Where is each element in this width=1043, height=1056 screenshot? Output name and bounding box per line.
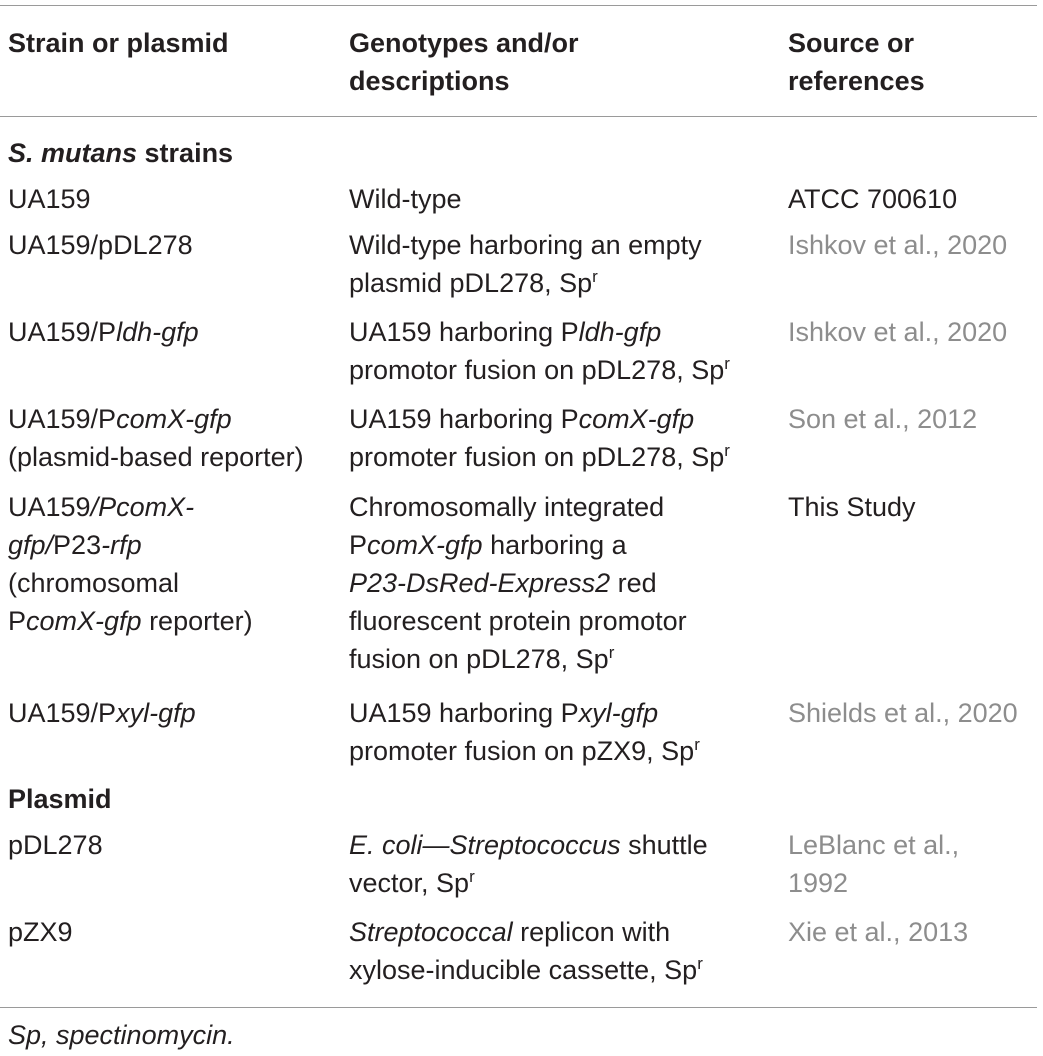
table-top-rule: [0, 5, 1037, 6]
description-line: [349, 951, 779, 989]
strain-cell: [8, 400, 338, 476]
description-line: fluorescent protein promotor: [349, 606, 687, 636]
description-line: [349, 313, 779, 351]
description-text: shuttle: [620, 830, 708, 860]
source-cell: [788, 226, 1037, 264]
description-line: [349, 732, 779, 770]
strain-name-italic: xyl-gfp: [116, 698, 196, 728]
description-cell: [349, 694, 779, 770]
description-line: [349, 564, 779, 602]
description-line: [349, 400, 779, 438]
table-bottom-rule: [0, 1007, 1037, 1008]
description-text: UA159 harboring P: [349, 317, 579, 347]
strain-name-italic: comX-gfp: [116, 404, 232, 434]
strain-line: (plasmid-based reporter): [8, 442, 304, 472]
strain-name-italic: ldh-gfp: [116, 317, 199, 347]
description-line: [349, 864, 779, 902]
description-cell: [349, 180, 779, 218]
description-line: [349, 913, 779, 951]
strain-cell: [8, 488, 338, 640]
strain-name: UA159: [8, 492, 91, 522]
strain-name: UA159/P: [8, 317, 117, 347]
strain-line: [8, 400, 338, 438]
description-line: [349, 526, 779, 564]
description-italic: Streptococcal: [349, 917, 513, 947]
source-cell: [788, 488, 1037, 526]
strain-name: UA159/pDL278: [8, 230, 193, 260]
description-line: [349, 640, 779, 678]
strain-cell: [8, 913, 338, 951]
section-plasmid-label: Plasmid: [8, 784, 112, 814]
description-cell: [349, 488, 779, 678]
description-line: [349, 694, 779, 732]
resistance-superscript: r: [724, 441, 730, 460]
description-line: Chromosomally integrated: [349, 492, 665, 522]
strain-name-italic: comX-gfp: [26, 606, 142, 636]
description-text: UA159 harboring P: [349, 698, 579, 728]
source-link[interactable]: Shields et al., 2020: [788, 698, 1018, 728]
description-text: red: [610, 568, 657, 598]
header-source: [788, 24, 1037, 100]
header-strain: [8, 24, 338, 62]
description-cell: [349, 400, 779, 476]
header-strain-label: Strain or plasmid: [8, 28, 229, 58]
source-cell: [788, 826, 1037, 902]
strain-line: (chromosomal: [8, 568, 180, 598]
section-smutans-rest: strains: [137, 138, 234, 168]
description-italic: ldh-gfp: [578, 317, 662, 347]
header-source-line1: Source or: [788, 28, 915, 58]
description-text: xylose-inducible cassette, Sp: [349, 955, 698, 985]
source-cell: [788, 180, 1037, 218]
strain-line: [8, 602, 338, 640]
strain-name: UA159: [8, 184, 91, 214]
strain-cell: [8, 826, 338, 864]
source-link[interactable]: Son et al., 2012: [788, 404, 978, 434]
source-link[interactable]: Xie et al., 2013: [788, 917, 969, 947]
description-line: [349, 438, 779, 476]
description-line: [349, 264, 779, 302]
strain-name: UA159/P: [8, 698, 117, 728]
strain-name: UA159/P: [8, 404, 117, 434]
strain-line: [8, 526, 338, 564]
source-link[interactable]: 1992: [788, 868, 849, 898]
strain-cell: [8, 694, 338, 732]
description-text: harboring a: [482, 530, 627, 560]
description-text: plasmid pDL278, Sp: [349, 268, 593, 298]
header-genotypes: [349, 24, 779, 100]
source-cell: [788, 400, 1037, 438]
header-genotypes-line2: descriptions: [349, 66, 510, 96]
header-rule: [0, 116, 1037, 117]
strain-name: P23: [53, 530, 102, 560]
description-italic: comX-gfp: [367, 530, 483, 560]
description-text: UA159 harboring P: [349, 404, 579, 434]
strain-line: [8, 488, 338, 526]
description-text: promoter fusion on pDL278, Sp: [349, 442, 725, 472]
source-link[interactable]: Ishkov et al., 2020: [788, 230, 1008, 260]
section-smutans-strains: [8, 134, 233, 172]
resistance-superscript: r: [697, 954, 703, 973]
resistance-superscript: r: [592, 267, 598, 286]
description-text: P: [349, 530, 368, 560]
footnote-text: Sp, spectinomycin.: [8, 1020, 235, 1050]
description-text: replicon with: [512, 917, 671, 947]
description-text: Wild-type: [349, 184, 462, 214]
plasmid-name: pZX9: [8, 917, 73, 947]
strain-name: P: [8, 606, 27, 636]
strain-cell: [8, 180, 338, 218]
section-smutans-italic: S. mutans: [8, 138, 138, 168]
strain-name-italic: /PcomX-: [90, 492, 195, 522]
source-cell: [788, 694, 1037, 732]
description-line: [349, 351, 779, 389]
header-genotypes-line1: Genotypes and/or: [349, 28, 579, 58]
source-cell: [788, 913, 1037, 951]
strain-cell: [8, 226, 338, 264]
section-plasmid: [8, 780, 112, 818]
description-cell: [349, 226, 779, 302]
description-line: [349, 826, 779, 864]
resistance-superscript: r: [724, 354, 730, 373]
resistance-superscript: r: [694, 735, 700, 754]
description-text: promotor fusion on pDL278, Sp: [349, 355, 725, 385]
resistance-superscript: r: [608, 643, 615, 662]
strain-name-italic: -rfp: [101, 530, 142, 560]
table-footnote: [8, 1016, 235, 1054]
description-italic: P23-DsRed-Express2: [349, 568, 611, 598]
strain-name-italic: gfp/: [8, 530, 54, 560]
description-line: Wild-type harboring an empty: [349, 230, 702, 260]
description-text: promoter fusion on pZX9, Sp: [349, 736, 695, 766]
source-link[interactable]: LeBlanc et al.,: [788, 830, 960, 860]
source-text: This Study: [788, 492, 916, 522]
source-link[interactable]: Ishkov et al., 2020: [788, 317, 1008, 347]
strain-cell: [8, 313, 338, 351]
source-cell: [788, 313, 1037, 351]
description-italic: E. coli—Streptococcus: [349, 830, 621, 860]
source-text: ATCC 700610: [788, 184, 958, 214]
description-italic: xyl-gfp: [578, 698, 659, 728]
plasmid-name: pDL278: [8, 830, 103, 860]
description-text: vector, Sp: [349, 868, 470, 898]
description-cell: [349, 826, 779, 902]
resistance-superscript: r: [469, 867, 475, 886]
description-cell: [349, 313, 779, 389]
header-source-line2: references: [788, 66, 925, 96]
description-cell: [349, 913, 779, 989]
description-italic: comX-gfp: [578, 404, 695, 434]
description-text: fusion on pDL278, Sp: [349, 644, 609, 674]
strain-name: reporter): [141, 606, 253, 636]
